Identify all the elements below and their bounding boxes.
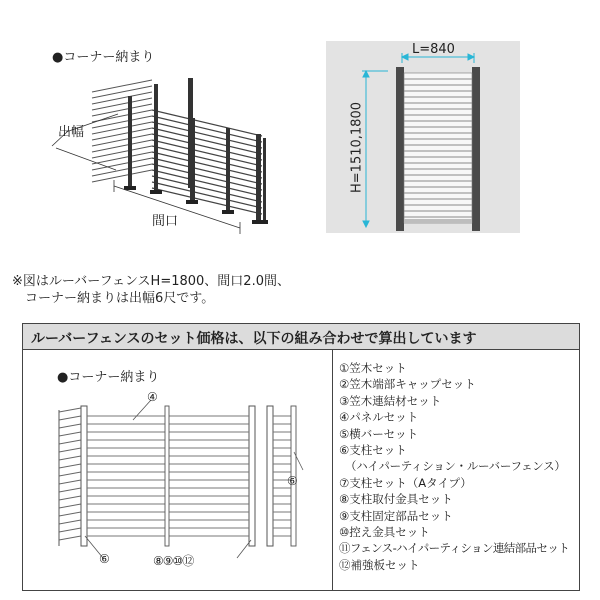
width-label: 出幅 xyxy=(58,125,85,140)
panel-header-text: ルーバーフェンスのセット価格は、以下の組み合わせで算出しています xyxy=(31,331,477,347)
parts-item-3: ③笠木連結材セット xyxy=(339,393,442,408)
parts-item-6: ⑥支柱セット xyxy=(339,443,407,458)
parts-item-7: ⑦支柱セット（Aタイプ） xyxy=(339,475,472,490)
callout-4: ④ xyxy=(147,390,158,404)
note-text xyxy=(12,273,290,307)
callout-6-left: ⑥ xyxy=(99,552,110,566)
panel-header xyxy=(23,324,579,350)
note-line-1: ※図はルーバーフェンスH=1800、間口2.0間、 xyxy=(12,274,290,289)
parts-item-9: ⑨支柱固定部品セット xyxy=(339,508,453,523)
parts-item-12: ⑫補強板セット xyxy=(339,557,420,572)
panel-diagram-title: ●コーナー納まり xyxy=(57,370,160,385)
parts-item-4: ④パネルセット xyxy=(339,410,419,425)
length-label: L=840 xyxy=(412,42,455,57)
callout-6-right: ⑥ xyxy=(287,474,298,488)
set-price-panel xyxy=(22,323,580,591)
note-line-2: コーナー納まりは出幅6尺です。 xyxy=(12,291,215,306)
height-label: H=1510,1800 xyxy=(349,102,365,193)
parts-item-2: ②笠木端部キャップセット xyxy=(339,377,476,392)
panel-divider xyxy=(332,350,333,591)
parts-item-5: ⑤横バーセット xyxy=(339,426,419,441)
callout-bottom: ⑧⑨⑩⑫ xyxy=(153,554,194,568)
parts-item-1: ①笠木セット xyxy=(339,361,407,375)
parts-list xyxy=(339,360,569,573)
corner-title: ●コーナー納まり xyxy=(52,50,155,65)
parts-item-10: ⑩控え金具セット xyxy=(339,525,430,540)
parts-item-6-detail: （ハイパーティション・ルーバーフェンス） xyxy=(345,459,566,474)
parts-item-8: ⑧支柱取付金具セット xyxy=(339,492,453,507)
frontage-label: 間口 xyxy=(152,214,179,229)
parts-item-11: ⑪フェンス-ハイパーティション連結部品セット xyxy=(339,541,570,556)
